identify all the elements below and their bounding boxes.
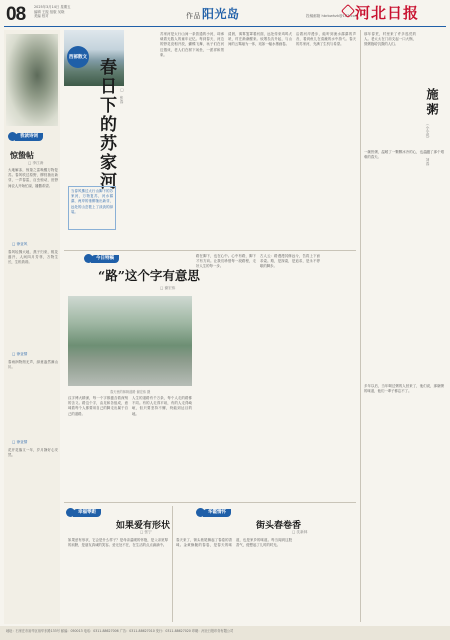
feature-body-col1: 苏家河是太行山间一条普通的小河，却承载着无数人的童年记忆。每到春天，河边的野花竞相开放，蝴蝶飞舞，孩子们在河边嬉戏，老人们在树下闲坐，一派祥和景象。 (160, 32, 224, 57)
column-title (186, 5, 240, 22)
feature-section-label: 西部散文 (67, 46, 89, 68)
right-subtitle: （小小说） (426, 122, 430, 140)
article4-title: 街头春卷香 (256, 521, 302, 531)
article2-section-header (84, 254, 119, 263)
article3-author: □ 张宁 (140, 530, 152, 534)
right-body-col2: 一碗热粥，温暖了一颗颗冰冷的心，也温暖了那个艰难的春天。 (364, 150, 444, 160)
brand-name: 河北日报 (355, 4, 420, 22)
article3-section-label: 幸福零距 (73, 509, 101, 517)
poem4-title: □ 徐亚情 (12, 440, 28, 444)
feature-body-col2: 清晨，薄雾笼罩着河面，远处传来鸡鸣犬吠，村庄渐渐醒来。炊烟袅袅升起，与山间的云雾融为一体，宛如一幅水墨画卷。 (228, 32, 292, 47)
article3-section-header (66, 508, 101, 517)
column-prefix: 作品 (186, 12, 201, 20)
feature-author: □ 张春 (120, 88, 124, 104)
article2-title: “路”这个字有意思 (98, 268, 200, 283)
poem3-text: 春雨润物细无声，绿意盎然满山川。 (8, 360, 58, 370)
poem4-text: 花开花落又一年，岁月静好心安然。 (8, 448, 58, 458)
submission-email: 投稿邮箱 hbrbwhzk@163.com (306, 14, 359, 18)
feature-intro: 当春风拂过太行山脚下的苏家河，万物复苏，河水潺潺，两岸的垂柳抽出新芽，远处的山峦披上了淡淡的绿装。 (68, 186, 116, 230)
feature-body-col3: 沿着河岸漫步，能听到流水潺潺的声音，看到鱼儿在清澈的水中游弋。春天的苏家河，充满了生机与希望。 (296, 32, 356, 47)
right-author: □ 刘春 (426, 150, 430, 166)
poem3-title: □ 徐亚情 (12, 352, 28, 356)
ink-painting-image (6, 34, 58, 126)
article4-section-header (196, 508, 231, 517)
article4-body: 春天来了，街头巷尾飘起了春卷的香味。金黄酥脆的春卷，是春天的味道，也是家乡的味道。每当闻到这股香气，便想起了儿时的时光。 (176, 538, 292, 548)
date-line: 2025年3月14日 星期五 (34, 5, 71, 9)
poem2-text: 春风轻拂大地，燕子归来，桃花盛开，人间四月芳菲，万物生长，生机勃勃。 (8, 250, 58, 265)
designer-line: 美编 校对 (34, 14, 49, 19)
poem1-author: □ 李江涛 (28, 161, 44, 165)
poem1-title: 惊蛰帖 (10, 150, 34, 160)
right-body-col3: 多年以后，当年喝过粥的人回来了，他们说，那碗粥的味道，他们一辈子都忘不了。 (364, 384, 444, 394)
article2-body-col1: 汉字博大精深，每一个字都蕴含着深刻的含义。路这个字，由足和各组成，意味着每个人都要用自己的脚走出属于自己的道路。 (68, 396, 128, 416)
article2-author: □ 谢宏伟 (160, 286, 176, 290)
column-name: 阳光岛 (202, 7, 240, 21)
article2-body-col2: 人生的道路有千万条，每个人走的路都不同。有的人走得平坦，有的人走得崎岖，但只要坚持不懈，终能到达目的地。 (132, 396, 192, 416)
right-body-col1: 那年春荒，村里来了许多逃荒的人。老太太在门前支起一口大锅，熬粥施给饥饿的人们。 (364, 32, 416, 47)
poem-section-header (8, 132, 43, 141)
footer-info: 地址：石家庄市裕华区裕华东路133号 邮编：050013 电话：0311-88627006 广告：0311-88627010 发行：0311-88627020 印刷：河北日报印务有限公司 (0, 626, 450, 640)
article4-section-label: 华霞情怀 (203, 509, 231, 517)
article3-title: 如果爱有形状 (116, 521, 171, 531)
poem-section-label: 我读诗词 (15, 133, 43, 141)
editor-line: 编辑 王振 组版 吴晓 (34, 9, 65, 14)
article4-author: □ 沈新林 (292, 530, 308, 534)
issue-info (34, 5, 114, 19)
photo-caption: 春天里的林荫道路 谢宏伟 摄 (110, 390, 151, 394)
road-photo (68, 296, 192, 386)
poem2-title: □ 徐亚风 (12, 242, 28, 246)
poem1-text: 大地解冻，惊蛰之雷唤醒万物复苏。春风吹过原野，柳枝抽出新芽，一声春雷，百虫惊动，田野间农人开始忙碌，播撒希望。 (8, 168, 58, 188)
page-number: 08 (6, 4, 26, 25)
feature-title: 春日下的苏家河 (96, 58, 116, 191)
feature-section-badge (64, 46, 92, 68)
article3-body: 如果爱有形状，它会是什么样子？是母亲温暖的怀抱，是父亲宽厚的肩膀，是朋友真诚的笑容。爱无处不在，在生活的点点滴滴中。 (68, 538, 168, 548)
article2-body-col4: 古人云：路漫漫其修远兮，吾将上下而求索。路，是探索，是追求，是永不停歇的脚步。 (260, 254, 320, 269)
article2-section-label: 今日特稿 (91, 255, 119, 263)
article2-body-col3: 路在脚下，也在心中。心中有路，脚下才有方向。让我们珍惜每一段路程，走好人生的每一步。 (196, 254, 256, 269)
right-title: 施粥 (425, 88, 439, 118)
newspaper-brand (355, 2, 447, 23)
